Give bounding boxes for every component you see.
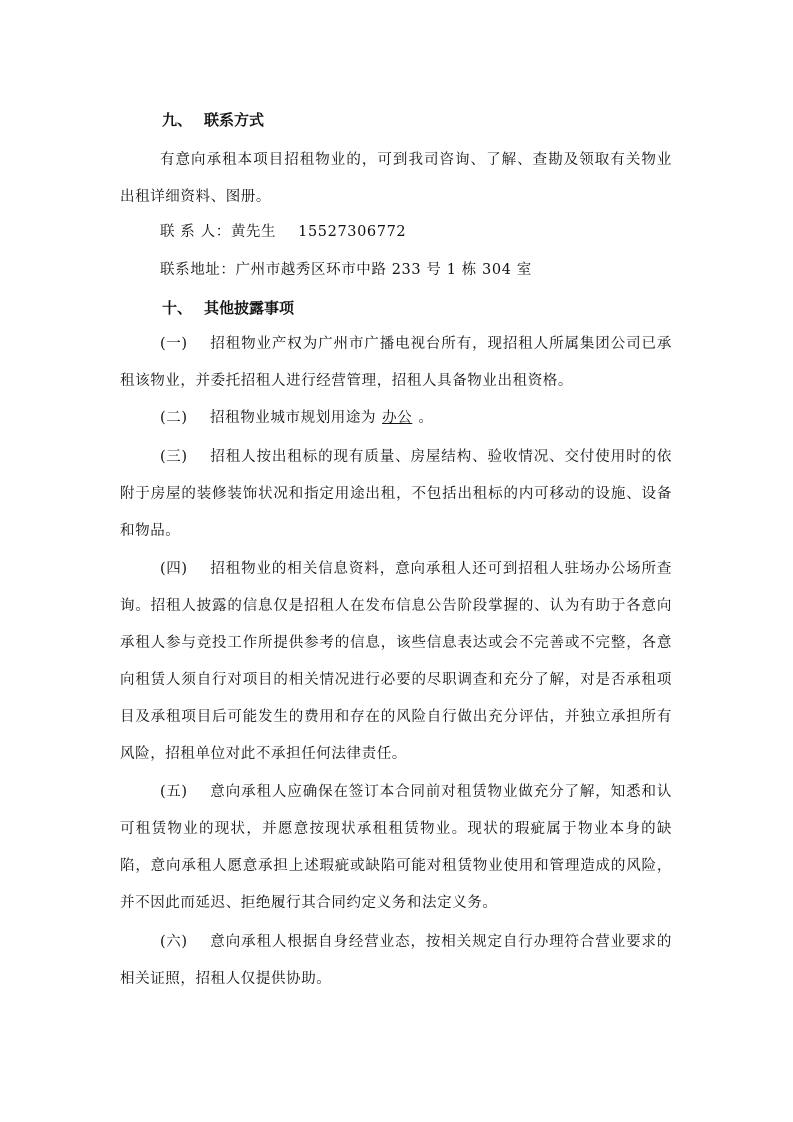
item-text: 意向承租人根据自身经营业态，按相关规定自行办理符合营业要求的相关证照，招租人仅提供协助。 [120, 934, 672, 987]
contact-phone: 15527306772 [298, 224, 407, 240]
contact-name: 黄先生 [230, 224, 277, 240]
section-9-intro: 有意向承租本项目招租物业的，可到我司咨询、了解、查勘及领取有关物业出租详细资料、图册。 [120, 152, 672, 205]
item-number: (三) [160, 449, 188, 465]
item-number: (二) [160, 410, 188, 426]
contact-person-line [160, 222, 406, 242]
item-number: (六) [160, 934, 188, 950]
item-number: (五) [160, 784, 188, 800]
item-text: 意向承租人应确保在签订本合同前对租赁物业做充分了解，知悉和认可租赁物业的现状，并愿意按现状承租租赁物业。现状的瑕疵属于物业本身的缺陷，意向承租人愿意承担上述瑕疵或缺陷可能对租赁物业使用和管理造成的风险，并不因此而延迟、拒绝履行其合同约定义务和法定义务。 [120, 784, 672, 911]
disclosure-item-5 [120, 774, 672, 922]
disclosure-item-2 [120, 400, 672, 437]
address-label: 联系地址： [160, 262, 236, 278]
planned-use-value: 办公 [382, 410, 413, 426]
item-number: (一) [160, 336, 188, 352]
item-text: 招租物业产权为广州市广播电视台所有，现招租人所属集团公司已承租该物业，并委托招租人进行经营管理，招租人具备物业出租资格。 [120, 336, 672, 389]
item-number: (四) [160, 561, 188, 577]
disclosure-item-4 [120, 551, 672, 773]
item-text: 招租物业城市规划用途为 [210, 410, 377, 426]
section-10-title: 其他披露事项 [204, 299, 295, 317]
item-text: 招租人按出租标的现有质量、房屋结构、验收情况、交付使用时的依附于房屋的装修装饰状况和指定用途出租，不包括出租标的内可移动的设施、设备和物品。 [120, 449, 672, 539]
section-10-number: 十、 [162, 299, 193, 317]
section-10-heading [162, 298, 294, 318]
item-text: 招租物业的相关信息资料，意向承租人还可到招租人驻场办公场所查询。招租人披露的信息仅是招租人在发布信息公告阶段掌握的、认为有助于各意向承租人参与竞投工作所提供参考的信息，该些信息表达或会不完善或不完整，各意向租赁人须自行对项目的相关情况进行必要的尽职调查和充分了解，对是否承租项目及承租项目后可能发生的费用和存在的风险自行做出充分评估，并独立承担所有风险，招租单位对此不承担任何法律责任。 [120, 561, 672, 762]
section-9-title: 联系方式 [204, 111, 265, 129]
contact-label: 联 系 人： [160, 224, 231, 240]
section-9-heading [162, 110, 264, 130]
section-9-number: 九、 [162, 111, 193, 129]
item-text-end: 。 [418, 410, 434, 426]
disclosure-item-3 [120, 439, 672, 550]
disclosure-item-6 [120, 924, 672, 998]
disclosure-item-1 [120, 326, 672, 400]
address-value: 广州市越秀区环市中路 233 号 1 栋 304 室 [235, 262, 532, 278]
contact-address-line [160, 260, 532, 280]
